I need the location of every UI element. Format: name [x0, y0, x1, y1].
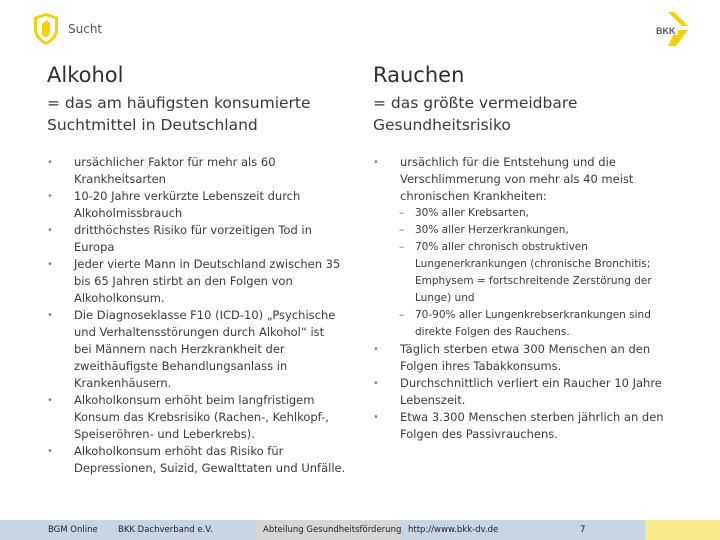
list-item: • dritthöchstes Risiko für vorzeitigen Tod in Europa: [47, 223, 312, 254]
footer-url-link[interactable]: http://www.bkk-dv.de: [408, 525, 499, 535]
list-item: • Alkoholkonsum erhöht das Risiko für Depressionen, Suizid, Gewalttaten und Unfälle.: [47, 444, 346, 475]
footer-organisation: BKK Dachverband e.V.: [118, 525, 213, 535]
list-item: • 10-20 Jahre verkürzte Lebenszeit durch Alkoholmissbrauch: [47, 189, 301, 220]
section-label: Sucht: [68, 22, 103, 36]
footer-bgm-online: BGM Online: [48, 525, 98, 535]
list-item: • Die Diagnoseklasse F10 (ICD-10) „Psychische und Verhaltensstörungen durch Alkohol“ ist bei Männern nach Herzkrankheit der zweithäufigste Behandlungsanlass in Krankenhäusern.: [47, 308, 336, 390]
list-item: • Etwa 3.300 Menschen sterben jährlich an den Folgen des Passivrauchens.: [373, 410, 664, 441]
list-item: • ursächlicher Faktor für mehr als 60 Krankheitsarten: [47, 155, 276, 186]
rauchen-list: [373, 154, 673, 443]
page-number: 7: [580, 525, 586, 535]
sub-list-item: – 30% aller Herzerkrankungen,: [399, 224, 569, 236]
footer-segment: [645, 520, 720, 540]
alkohol-title: Alkohol: [47, 63, 124, 87]
alkohol-list: [47, 154, 347, 477]
list-item: • Täglich sterben etwa 300 Menschen an den Folgen ihres Tabakkonsums.: [373, 342, 651, 373]
rauchen-column: [373, 62, 673, 443]
list-item: • ursächlich für die Entstehung und die Verschlimmerung von mehr als 40 meist chronischen Krankheiten: – 30% aller Krebsarten, – 30% aller Herzerkrankungen, – 70% aller chronisch obstruktiven Lungenerkrankungen (chronische Bronchitis; Emphysem = fortschreitende Zerstörung der Lunge) und – 70-90% aller Lungenkrebserkrankungen sind direkte Folgen des Rauchens.: [373, 154, 673, 341]
list-item: • Durchschnittlich verliert ein Raucher 10 Jahre Lebenszeit.: [373, 376, 662, 407]
list-item: • Alkoholkonsum erhöht beim langfristigem Konsum das Krebsrisiko (Rachen-, Kehlkopf-, Speiseröhren- und Leberkrebs).: [47, 393, 329, 441]
list-item: • Jeder vierte Mann in Deutschland zwischen 35 bis 65 Jahren stirbt an den Folgen von Alkoholkonsum.: [47, 257, 341, 305]
alkohol-subtitle: = das am häufigsten konsumierte Suchtmittel in Deutschland: [47, 94, 311, 134]
stop-hand-icon: [32, 12, 60, 46]
rauchen-title: Rauchen: [373, 63, 465, 87]
rauchen-subtitle: = das größte vermeidbare Gesundheitsrisiko: [373, 94, 578, 134]
alkohol-column: [47, 62, 347, 477]
footer-department: Abteilung Gesundheitsförderung: [263, 525, 402, 535]
svg-text:BKK: BKK: [656, 26, 676, 36]
sub-list-item: – 70% aller chronisch obstruktiven Lungenerkrankungen (chronische Bronchitis; Emphysem = fortschreitende Zerstörung der Lunge) und: [399, 241, 652, 304]
rauchen-sublist: [400, 205, 673, 341]
sub-list-item: – 30% aller Krebsarten,: [399, 207, 529, 219]
sub-list-item: – 70-90% aller Lungenkrebserkrankungen sind direkte Folgen des Rauchens.: [399, 309, 651, 338]
bkk-logo: [652, 10, 692, 48]
footer-bar: [0, 520, 720, 540]
